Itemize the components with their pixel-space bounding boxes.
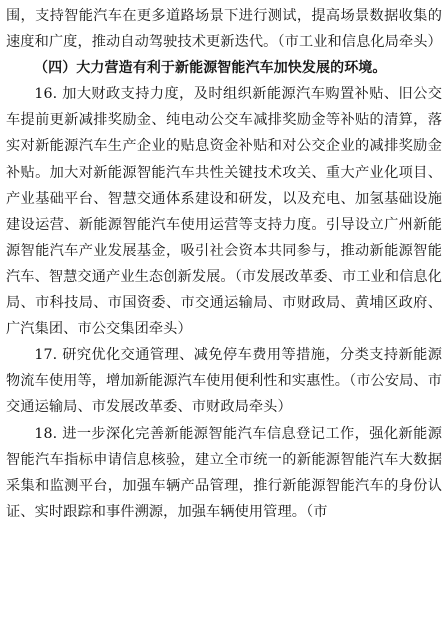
paragraph-continuation: 围，支持智能汽车在更多道路场景下进行测试，提高场景数据收集的速度和广度，推动自动驾驶技术更新迭代。（市工业和信息化局牵头） xyxy=(6,8,442,51)
section-heading: （四）大力营造有利于新能源智能汽车加快发展的环境。 xyxy=(34,60,387,77)
paragraph-item-16: 16. 加大财政支持力度，及时组织新能源汽车购置补贴、旧公交车提前更新减排奖励金、纯电动公交车减排奖励金等补贴的清算，落实对新能源汽车生产企业的贴息资金补贴和对公交企业的减排奖励金补贴。加大对新能源智能汽车共性关键技术攻关、重大产业化项目、产业基础平台、智慧交通体系建设和研发，以及充电、加氢基础设施建设运营、新能源智能汽车使用运营等支持力度。引导设立广州新能源智能汽车产业发展基金，吸引社会资本共同参与，推动新能源智能汽车、智慧交通产业生态创新发展。（市发展改革委、市工业和信息化局、市科技局、市国资委、市交通运输局、市财政局、黄埔区政府、广汽集团、市公交集团牵头） xyxy=(6,86,442,338)
paragraph-item-18: 18. 进一步深化完善新能源智能汽车信息登记工作，强化新能源智能汽车指标申请信息核验，建立全市统一的新能源智能汽车大数据采集和监测平台，加强车辆产品管理，推行新能源智能汽车的身份认证、实时跟踪和事件溯源，加强车辆使用管理。（市 xyxy=(6,425,442,520)
paragraph-item-17: 17. 研究优化交通管理、减免停车费用等措施，分类支持新能源物流车使用等，增加新能源汽车使用便利性和实惠性。（市公安局、市交通运输局、市发展改革委、市财政局牵头） xyxy=(6,347,442,416)
